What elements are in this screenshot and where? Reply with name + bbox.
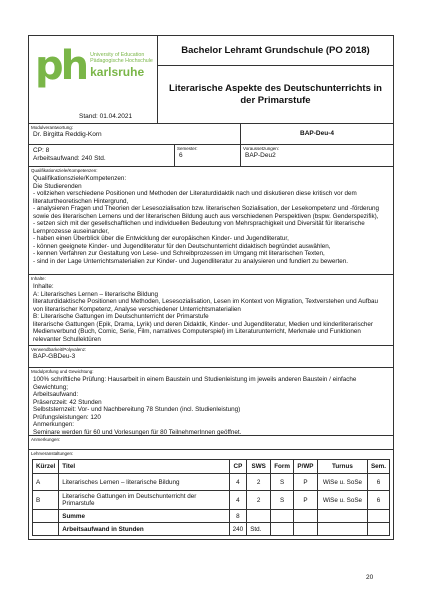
header-row [29, 36, 393, 124]
responsible-label: Modulverantwortung: [31, 125, 74, 130]
remarks-row [29, 436, 393, 450]
sum-cp: 8 [229, 510, 247, 523]
credit-points: CP: 8 [33, 147, 50, 154]
prerequisites-value: BAP-Deu2 [245, 152, 276, 159]
semester-value: 6 [179, 152, 183, 159]
logo-letters: ph [35, 43, 87, 89]
qualification-row [29, 167, 393, 275]
responsible-value: Dr. Birgitta Reddig-Korn [33, 131, 102, 138]
qualification-label: Qualifikationsziele/Kompetenzen: [31, 168, 98, 173]
col-pwp: P/WP [293, 460, 317, 474]
col-sws: SWS [247, 460, 271, 474]
usability-row [29, 346, 393, 368]
usability-value: BAP-GBDeu-3 [33, 353, 76, 360]
meta-row [29, 145, 393, 167]
module-sheet [28, 35, 394, 540]
module-code: BAP-Deu-4 [300, 130, 334, 137]
col-titel: Titel [59, 460, 229, 474]
usability-label: Verwendbarkeit/Polyvalenz: [31, 347, 87, 352]
courses-row [29, 450, 393, 536]
responsible-row [29, 124, 393, 145]
contents-row [29, 275, 393, 346]
col-turnus: Turnus [317, 460, 367, 474]
workload-unit: Std. [247, 523, 271, 536]
contents-text: Inhalte: A: Literarisches Lernen – literarische Bildung literaturdidaktische Positionen und Methoden, Lesesozialisation, Lesen im Kontext von Migration, Textverstehen und Aufbau von literarischer Kompetenz, Analyse verschiedener Unterrichtsmaterialien B: Literarische Gattungen im Deutschunterricht der Primarstufe literarische Gattungen (Epik, Drama, Lyrik) und deren Didaktik, Kinder- und Jugendliteratur, Medien und kinderliterarischer Medienverbund (Buch, Comic, Serie, Film, narratives Computerspiel) im Literaturunterricht, Merkmale und Funktionen relevanter Schullektüren [33, 283, 379, 343]
logo-line-1: University of Education [90, 52, 145, 58]
program-title: Bachelor Lehramt Grundschule (PO 2018) [158, 36, 393, 66]
workload: Arbeitsaufwand: 240 Std. [33, 155, 106, 162]
sum-row [33, 510, 390, 523]
sum-label: Summe [59, 510, 229, 523]
logo-city: karlsruhe [90, 65, 145, 79]
remarks-label: Anmerkungen: [31, 437, 61, 442]
contents-label: Inhalte: [31, 276, 46, 281]
table-row: A Literarisches Lernen – literarische Bildung 4 2 S P WiSe u. SoSe 6 [33, 474, 390, 491]
qualification-text: Qualifikationsziele/Kompetenzen: Die Studierenden - vollziehen verschiedene Positionen und Methoden der Literaturdidaktik nach und diskutieren diese kritisch vor dem literaturtheoretischen Hintergrund, - analysieren Fragen und Theorien der Lesesozialisation bzw. literarischen Sozialisation, der Lesekompetenz und -förderung sowie des literarischen Lernens und der literarischen Bildung auch aus verschiedenen Perspektiven (bspw. Genderspezifik), - setzen sich mit der gesellschaftlichen und individuellen Bedeutung von Mehrsprachigkeit und Diversität für literarische Lernprozesse auseinander, - haben einen Überblick über die Entwicklung der europäischen Kinder- und Jugendliteratur, - können geeignete Kinder- und Jugendliteratur für den Deutschunterricht didaktisch begründet auswählen, - kennen Verfahren zur Gestaltung von Lese- und Schreibprozessen im Umgang mit literarischen Texten, - sind in der Lage Unterrichtsmaterialien zur Kinder- und Jugendliteratur zu analysieren und fundiert zu bewerten. [33, 175, 380, 265]
workload-row [33, 523, 390, 536]
workload-label: Arbeitsaufwand in Stunden [59, 523, 229, 536]
exam-text: 100% schriftliche Prüfung: Hausarbeit in einem Baustein und Studienleistung im jeweils anderen Baustein / einfache Gewichtung; Arbeitsaufwand: Präsenzzeit: 42 Stunden Selbststernzeit: Vor- und Nachbereitung 78 Stunden (incl. Studienleistung) Prüfungsleistungen: 120 Anmerkungen: Seminare werden für 60 und Vorlesungen für 80 TeilnehmerInnen geöffnet. [33, 376, 357, 436]
table-header-row [33, 460, 390, 474]
exam-row [29, 368, 393, 436]
stand-date: Stand: 01.04.2021 [79, 113, 133, 120]
col-cp: CP [229, 460, 247, 474]
col-kuerzel: Kürzel [33, 460, 59, 474]
page-number: 20 [366, 574, 374, 581]
module-title: Literarische Aspekte des Deutschunterrichts in der Primarstufe [169, 82, 382, 106]
col-form: Form [271, 460, 294, 474]
semester-label: Semester: [177, 146, 198, 151]
prerequisites-label: Voraussetzungen: [243, 146, 280, 151]
university-logo [35, 42, 153, 89]
exam-label: Modulprüfung und Gewichtung: [31, 369, 94, 374]
col-sem: Sem. [367, 460, 389, 474]
table-row: B Literarische Gattungen im Deutschunterricht der Primarstufe 4 2 S P WiSe u. SoSe 6 [33, 491, 390, 510]
courses-label: Lehrveranstaltungen: [31, 451, 74, 456]
workload-value: 240 [229, 523, 247, 536]
logo-line-2: Pädagogische Hochschule [90, 58, 153, 64]
logo-cell [29, 36, 158, 123]
courses-table [32, 459, 390, 536]
